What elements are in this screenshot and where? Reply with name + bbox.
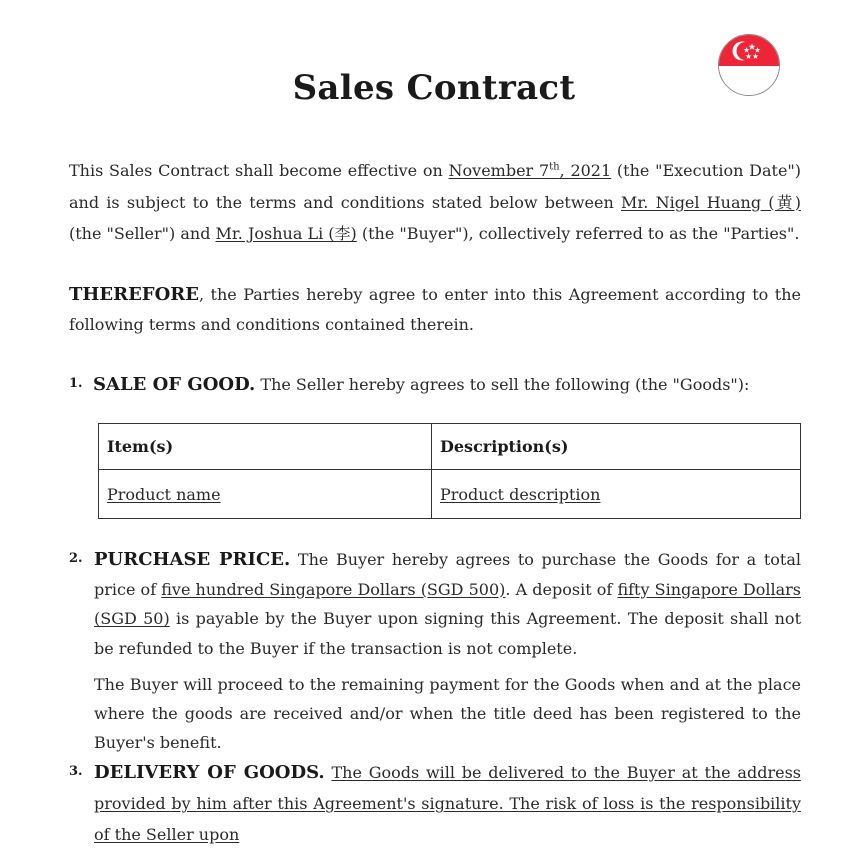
- section-3-number: 3.: [69, 764, 83, 779]
- product-description-cell: Product description: [440, 484, 601, 504]
- section-3-delivery-of-goods: DELIVERY OF GOODS. The Goods will be delivered to the Buyer at the address provided by him after this Agreement's signature. The risk of loss is the responsibility of the Seller upon: [94, 762, 801, 844]
- section-2-number: 2.: [69, 551, 83, 566]
- therefore-paragraph: THEREFORE, the Parties hereby agree to enter into this Agreement according to the following terms and conditions contained therein.: [69, 284, 801, 334]
- section-2-purchase-price: PURCHASE PRICE. The Buyer hereby agrees to purchase the Goods for a total price of five hundred Singapore Dollars (SGD 500). A deposit of fifty Singapore Dollars (SGD 50) is payable by the Buyer upon signing this Agreement. The deposit shall not be refunded to the Buyer if the transaction is not complete.: [94, 549, 802, 658]
- section-2-remaining-payment: The Buyer will proceed to the remaining payment for the Goods when and at the place where the goods are received and/or when the title deed has been registered to the Buyer's benefit.: [94, 675, 801, 752]
- execution-date: November 7th, 2021: [448, 161, 612, 180]
- table-header-row: [99, 424, 801, 470]
- deposit-amount: fifty Singapore Dollars (SGD 50): [94, 579, 802, 628]
- product-name-cell: Product name: [107, 484, 221, 504]
- buyer-name: Mr. Joshua Li (李): [215, 224, 357, 243]
- section-1-sale-of-good: SALE OF GOOD. The Seller hereby agrees to sell the following (the "Goods"):: [93, 374, 750, 395]
- delivery-terms: The Goods will be delivered to the Buyer at the address provided by him after this Agreement's signature. The risk of loss is the responsibility of the Seller upon: [94, 763, 801, 844]
- table-row: [99, 470, 801, 519]
- table-header-items: Item(s): [99, 424, 432, 470]
- intro-paragraph: This Sales Contract shall become effective on November 7th, 2021 (the "Execution Date") and is subject to the terms and conditions stated below between Mr. Nigel Huang (黄) (the "Seller") and Mr. Joshua Li (李) (the "Buyer"), collectively referred to as the "Parties".: [69, 161, 802, 243]
- singapore-flag-icon: [718, 34, 780, 96]
- document-title: Sales Contract: [292, 68, 576, 108]
- seller-name: Mr. Nigel Huang (黄): [621, 192, 801, 212]
- goods-table: [98, 423, 801, 519]
- section-1-number: 1.: [69, 376, 83, 391]
- total-price: five hundred Singapore Dollars (SGD 500): [161, 579, 506, 599]
- table-header-descriptions: Description(s): [432, 424, 801, 470]
